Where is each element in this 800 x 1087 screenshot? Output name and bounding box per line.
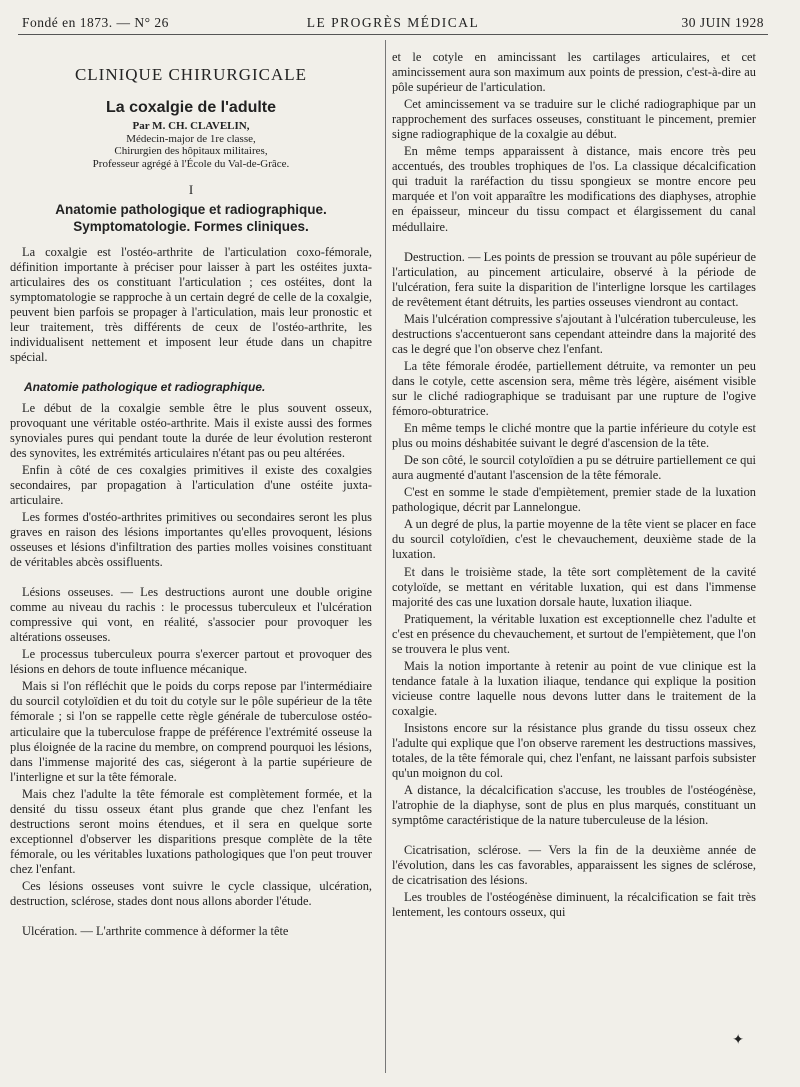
column-divider (385, 40, 386, 1073)
body-paragraph: En même temps apparaissent à distance, mais encore très peu accentués, des troubles trophiques de l'os. La classique décalcification qui traduit la raréfaction du tissu spongieux se montre encore peu marquée et l'on voit apparaître les modifications des diaphyses, atrophie en épaisseur, minceur du tissu compact et élargissement du canal médullaire. (392, 144, 756, 234)
body-paragraph: Le processus tuberculeux pourra s'exercer partout et provoquer des lésions en dehors de toute influence mécanique. (10, 647, 372, 677)
body-paragraph: Enfin à côté de ces coxalgies primitives il existe des coxalgies secondaires, par propagation à l'articulation d'une ostéite juxta-articulaire. (10, 462, 372, 507)
body-paragraph: Mais l'ulcération compressive s'ajoutant à l'ulcération tuberculeuse, les destructions s'accentueront sans cependant atteindre dans la majorité des cas le degré que l'on observe chez l'enfant. (392, 311, 756, 356)
body-paragraph: Ulcération. — L'arthrite commence à déformer la tête (22, 924, 289, 939)
end-ornament-icon: ✦ (732, 1033, 744, 1048)
body-paragraph: De son côté, le sourcil cotyloïdien a pu se détruire partiellement ce qui aura augmenté d'autant l'ascension de la tête fémorale. (392, 453, 756, 483)
part-title-line: Anatomie pathologique et radiographique. (55, 202, 327, 218)
founding-note: Fondé en 1873. — N° 26 (22, 15, 169, 30)
part-title (10, 201, 372, 235)
article-title: La coxalgie de l'adulte (105, 99, 277, 117)
body-paragraph: La tête fémorale érodée, partiellement détruite, va remonter un peu dans le cotyle, cette ascension sera, même très légère, aisément visible sur le cliché radiographique se traduisant par une rupture de l'ogive fémoro-obturatrice. (392, 358, 756, 419)
body-paragraph: Insistons encore sur la résistance plus grande du tissu osseux chez l'adulte qui explique que l'on observe rarement les destructions massives, totales, de la tête fémorale qui, chez l'enfant, ne laissant parfois subsister qu'un moignon du col. (392, 720, 756, 781)
body-paragraph: Les formes d'ostéo-arthrites primitives ou secondaires seront les plus graves en raison des lésions importantes qu'elles provoquent, lésions osseuses et lésions d'infiltration des parties molles voisines constituant de véritables abcès ossifluents. (10, 509, 372, 570)
body-paragraph: et le cotyle en amincissant les cartilages articulaires, et cet amincissement aura son maximum aux points de pression, c'est-à-dire au pôle supérieur de l'articulation. (392, 50, 756, 95)
right-column (392, 50, 756, 923)
body-paragraph: Pratiquement, la véritable luxation est exceptionnelle chez l'adulte et c'est en présence du chevauchement, et surtout de l'empiètement, que l'on se trouvera le plus vent. (392, 611, 756, 656)
body-paragraph: Les troubles de l'ostéogénèse diminuent, la récalcification se fait très lentement, les contours osseux, qui (392, 890, 756, 920)
body-paragraph: Mais la notion importante à retenir au point de vue clinique est la tendance fatale à la luxation iliaque, tendance qui explique la position vicieuse contre laquelle nous devons lutter dans le traitement de la coxalgie. (392, 658, 756, 718)
body-paragraph: C'est en somme le stade d'empiètement, premier stade de la luxation pathologique, décrit par Lannelongue. (392, 485, 756, 515)
body-paragraph: Lésions osseuses. — Les destructions auront une double origine comme au niveau du rachis : le processus tuberculeux et l'ulcération compressive qui vont, en réalité, s'associer pour provoquer les altérations osseuses. (10, 585, 372, 645)
issue-date: 30 JUIN 1928 (681, 15, 764, 30)
section-title: CLINIQUE CHIRURGICALE (74, 65, 308, 84)
author-name: Par M. CH. CLAVELIN, (132, 120, 250, 133)
byline (10, 121, 372, 170)
journal-title: LE PROGRÈS MÉDICAL (306, 15, 480, 30)
part-number: I (188, 182, 194, 198)
body-paragraph: Cet amincissement va se traduire sur le cliché radiographique par un rapprochement des surfaces osseuses, constituant le pincement, premier signe radiographique de la coxalgie au début. (392, 97, 756, 142)
body-paragraph: Cicatrisation, sclérose. — Vers la fin de la deuxième année de l'évolution, dans les cas favorables, apparaissent les signes de sclérose, de cicatrisation des lésions. (392, 843, 756, 888)
page-header (18, 12, 768, 35)
body-paragraph: En même temps le cliché montre que la partie inférieure du cotyle est plus ou moins déshabitée suivant le degré d'ascension de la tête. (392, 421, 756, 451)
author-affiliation: Professeur agrégé à l'École du Val-de-Grâce. (92, 157, 290, 170)
left-column (10, 45, 372, 941)
body-paragraph: Et dans le troisième stade, la tête sort complètement de la cavité cotyloïde, se mettant en véritable luxation, qui est dans l'immense majorité des cas une luxation dorsale haute, luxation iliaque. (392, 564, 756, 609)
subheading: Anatomie pathologique et radiographique. (24, 379, 266, 394)
body-paragraph: Ces lésions osseuses vont suivre le cycle classique, ulcération, destruction, sclérose, stades dont nous allons aborder l'étude. (10, 878, 372, 909)
author-affiliation: Chirurgien des hôpitaux militaires, (114, 145, 268, 158)
body-paragraph: Destruction. — Les points de pression se trouvant au pôle supérieur de l'articulation, au pincement articulaire, observé à la période de l'ulcération, fera suite la disparition de l'interligne lorsque les cartilages de revêtement étant détruits, les parties osseuses viendront au contact. (392, 249, 756, 309)
author-affiliation: Médecin-major de 1re classe, (126, 132, 256, 145)
body-paragraph: A distance, la décalcification s'accuse, les troubles de l'ostéogénèse, l'atrophie de la diaphyse, sont de plus en plus marqués, constituant un symptôme caractéristique de la nature tuberculeuse de la lésion. (392, 783, 756, 828)
body-paragraph: Mais chez l'adulte la tête fémorale est complètement formée, et la densité du tissu osseux étant plus grande que chez l'enfant les destructions seront moins étendues, et il sera en quelque sorte exceptionnel d'observer les disparitions presque complète de la tête fémorale, ou les véritables luxations pathologiques que l'on peut trouver chez l'enfant. (10, 786, 372, 876)
body-paragraph: A un degré de plus, la partie moyenne de la tête vient se placer en face du sourcil cotyloïdien, c'est le chevauchement, deuxième stade de la luxation. (392, 517, 756, 562)
part-title-line: Symptomatologie. Formes cliniques. (73, 219, 309, 235)
body-paragraph: Mais si l'on réfléchit que le poids du corps repose par l'intermédiaire du sourcil cotyloïdien et du toit du cotyle sur le pôle supérieur de la tête fémorale ; si l'on se rappelle cette règle générale de tuberculose ostéo-articulaire que la tuberculose frappe de préférence l'extrémité osseuse la plus éloignée de la racine du membre, on comprend pourquoi les lésions, dans l'immense majorité des cas, siégeront à la partie supérieure de l'interligne et sur la tête fémorale. (10, 679, 372, 784)
intro-paragraph: La coxalgie est l'ostéo-arthrite de l'articulation coxo-fémorale, définition importante à préciser pour laisser à part les ostéites juxta-articulaires des os constituant l'articulation ; ces ostéites, dont la symptomatologie se rapproche à un certain degré de celle de la coxalgie, peuvent bien parfois se propager à l'articulation, mais leur pronostic et leur traitement, très différents de ceux de l'ostéo-arthrite, les individualisent nettement et imposent leur étude dans un chapitre spécial. (10, 245, 372, 365)
body-paragraph: Le début de la coxalgie semble être le plus souvent osseux, provoquant une véritable ostéo-arthrite. Mais il existe aussi des formes synoviales pures qui pendant toute la durée de leur évolution resteront des synovites, les extrémités articulaires n'étant pas ou peu altérées. (10, 400, 372, 460)
